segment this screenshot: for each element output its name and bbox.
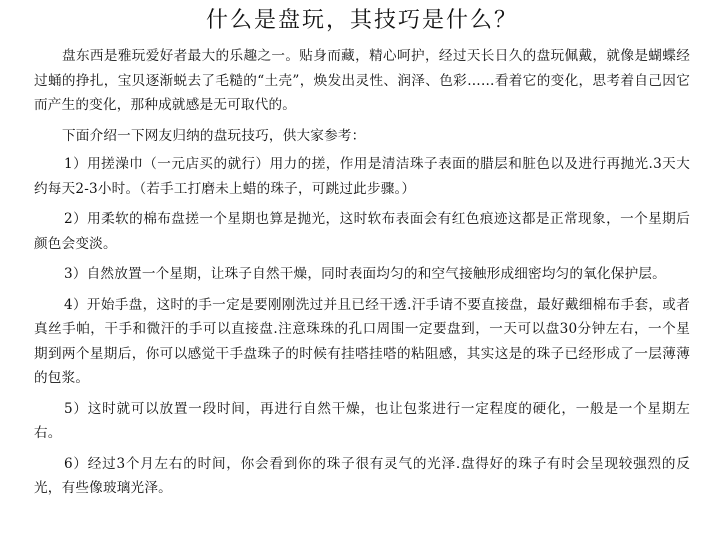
step-6: 6）经过3个月左右的时间，你会看到你的珠子很有灵气的光泽.盘得好的珠子有时会呈现较强烈的反光，有些像玻璃光泽。 <box>34 455 690 496</box>
step-5: 5）这时就可以放置一段时间，再进行自然干燥，也让包浆进行一定程度的硬化，一般是一个星期左右。 <box>34 400 690 441</box>
step-3: 3）自然放置一个星期，让珠子自然干燥，同时表面均匀的和空气接触形成细密均匀的氧化保护层。 <box>64 266 666 282</box>
step-4: 4）开始手盘，这时的手一定是要刚刚洗过并且已经干透.汗手请不要直接盘，最好戴细棉布手套，或者真丝手帕，干手和微汗的手可以直接盘.注意珠珠的孔口周围一定要盘到，一天可以盘30分钟左右，一个星期到两个星期后，你可以感觉干手盘珠子的时候有挂嗒挂嗒的粘阻感，其实这是的珠子已经形成了一层薄薄的包浆。 <box>34 296 690 386</box>
lead-paragraph: 下面介绍一下网友归纳的盘玩技巧，供大家参考： <box>62 127 366 144</box>
article-title: 什么是盘玩，其技巧是什么？ <box>205 8 518 33</box>
intro-paragraph: 盘东西是雅玩爱好者最大的乐趣之一。贴身而藏，精心呵护，经过天长日久的盘玩佩戴，就像是蝴蝶经过蛹的挣扎，宝贝逐渐蜕去了毛糙的“土壳”，焕发出灵性、润泽、色彩……看着它的变化，思考着自己因它而产生的变化，那种成就感是无可取代的。 <box>34 48 690 113</box>
step-1: 1）用搓澡巾（一元店买的就行）用力的搓，作用是清洁珠子表面的腊层和脏色以及进行再抛光.3天大约每天2-3小时。（若手工打磨未上蜡的珠子，可跳过此步骤。） <box>34 156 690 197</box>
step-2: 2）用柔软的棉布盘搓一个星期也算是抛光，这时软布表面会有红色痕迹这都是正常现象，一个星期后颜色会变淡。 <box>34 211 690 252</box>
